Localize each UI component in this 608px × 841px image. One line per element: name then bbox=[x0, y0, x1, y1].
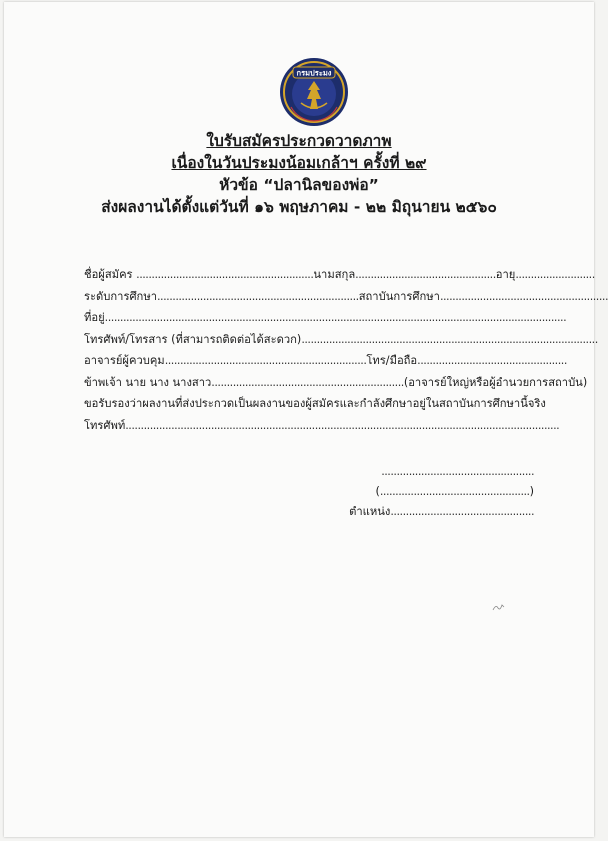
education-field[interactable]: .................................................................. bbox=[156, 289, 359, 303]
applicant-form bbox=[84, 264, 608, 436]
certifier-name-field[interactable]: ............................................................... bbox=[211, 375, 404, 389]
application-form-page bbox=[4, 2, 608, 837]
age-label: อายุ bbox=[495, 268, 516, 281]
phone-field[interactable]: .............................................................................................................................................. bbox=[125, 418, 560, 432]
form-title: ใบรับสมัครประกวดวาดภาพ bbox=[206, 132, 392, 150]
applicant-name-field[interactable]: .......................................................... bbox=[136, 268, 314, 281]
address-label: ที่อยู่ bbox=[84, 311, 105, 324]
surname-field[interactable]: .............................................. bbox=[355, 268, 496, 281]
mobile-label: โทร/มือถือ bbox=[366, 354, 418, 367]
certify-statement: ขอรับรองว่าผลงานที่ส่งประกวดเป็นผลงานของผู้สมัครและกำลังศึกษาอยู่ในสถาบันการศึกษานี้จริง bbox=[84, 397, 546, 410]
topic-line: หัวข้อ “ปลานิลของพ่อ” bbox=[219, 176, 379, 194]
occasion-line: เนื่องในวันประมงน้อมเกล้าฯ ครั้งที่ ๒๙ bbox=[171, 154, 427, 172]
advisor-label: อาจารย์ผู้ควบคุม bbox=[84, 354, 165, 367]
address-field[interactable]: ....................................................................................................................................................... bbox=[104, 311, 567, 324]
signature-block bbox=[324, 462, 534, 522]
phone-fax-label: โทรศัพท์/โทรสาร (ที่สามารถติดต่อได้สะดวก) bbox=[84, 332, 302, 346]
agency-seal-icon bbox=[279, 57, 349, 127]
age-field[interactable]: .......................... bbox=[515, 268, 595, 281]
position-label: ตำแหน่ง bbox=[349, 505, 391, 518]
applicant-name-label: ชื่อผู้สมัคร bbox=[84, 268, 133, 281]
row-phone bbox=[84, 415, 560, 437]
certifier-name-label: ข้าพเจ้า นาย นาง นางสาว bbox=[84, 375, 212, 389]
row-phone-fax bbox=[84, 329, 598, 351]
title-block bbox=[4, 130, 594, 218]
signature-line[interactable]: .................................................. bbox=[381, 465, 534, 478]
phone-label: โทรศัพท์ bbox=[84, 418, 126, 432]
submission-dates-line: ส่งผลงานได้ตั้งแต่วันที่ ๑๖ พฤษภาคม - ๒๒ มิถุนายน ๒๕๖๐ bbox=[101, 198, 497, 216]
institution-label: สถาบันการศึกษา bbox=[358, 289, 440, 303]
position-line bbox=[324, 502, 534, 522]
close-paren: ) bbox=[529, 485, 534, 498]
pen-mark-icon bbox=[492, 602, 506, 612]
advisor-field[interactable]: .................................................................. bbox=[164, 354, 367, 367]
mobile-field[interactable]: ................................................. bbox=[417, 354, 567, 367]
row-education bbox=[84, 286, 608, 308]
seal-text: กรมประมง bbox=[296, 68, 332, 78]
row-advisor bbox=[84, 350, 567, 372]
position-field[interactable]: ............................................... bbox=[390, 505, 534, 518]
education-label: ระดับการศึกษา bbox=[84, 289, 157, 303]
row-certifier bbox=[84, 372, 588, 394]
signature-name-line[interactable]: (.................................................) bbox=[375, 485, 534, 498]
surname-label: นามสกุล bbox=[313, 268, 356, 281]
open-paren: ( bbox=[375, 485, 380, 498]
certifier-role-note: (อาจารย์ใหญ่หรือผู้อำนวยการสถาบัน) bbox=[403, 375, 588, 389]
row-applicant bbox=[84, 264, 595, 286]
institution-field[interactable]: ....................................................... bbox=[439, 289, 608, 303]
phone-fax-field[interactable]: ................................................................................................. bbox=[301, 332, 598, 346]
row-address bbox=[84, 307, 567, 329]
